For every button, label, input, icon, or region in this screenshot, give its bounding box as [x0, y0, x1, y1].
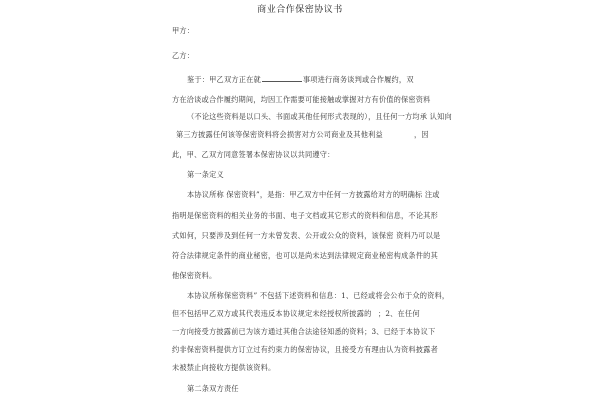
party-b-label: 乙方： [172, 51, 195, 60]
paragraph-line [187, 75, 414, 83]
paragraph-line: ，因 [414, 130, 429, 139]
blank-underline [262, 75, 302, 82]
paragraph-line: 一方向接受方披露前已为该方通过其他合法途径知悉的资料；3、已经于本协议下 [172, 327, 436, 336]
paragraph-line: 式如何，只要涉及到任何一方未曾发表、公开或公众的资料，该保密 资料乃可以是 [172, 231, 441, 240]
paragraph-line: 本协议所称 保密资料”，是指：甲乙双方中任何一方披露给对方的明确标 注或 [187, 190, 440, 199]
paragraph-line: 他保密资料。 [172, 271, 217, 280]
party-a-label: 甲方： [172, 26, 195, 35]
paragraph-line: 本协议所称保密资料” 不包括下述资料和信息：1、已经或将会公布于众的资料， [187, 291, 450, 300]
section-heading: 第二条双方责任 [187, 384, 239, 393]
paragraph-line: 约非保密资料提供方订立过有约束力的保密协议，且接受方有理由认为资料披露者 [172, 345, 438, 354]
document-title: 商业合作保密协议书 [257, 5, 343, 15]
paragraph-line: 指明是保密资料的相关业务的书面、电子文档或其它形式的资料和信息，不论其形 [172, 211, 438, 220]
line-text: 事项进行商务谈判或合作履约，双 [302, 75, 414, 84]
paragraph-line: 但不包括甲乙双方或其代表违反本协议规定未经授权所披露的 [172, 309, 372, 318]
paragraph-line: （不论这些资料是以口头、书面或其他任何形式表现的），且任何一方均承 认知向 [187, 112, 452, 121]
paragraph-line: ；2、在任何 [378, 309, 420, 318]
paragraph-line: 符合法律规定条件的商业秘密，也可以是尚未达到法律规定商业秘密构成条件的其 [172, 251, 438, 260]
paragraph-line: 方在洽谈或合作履约期间，均因工作需要可能接触或掌握对方有价值的保密资料 [172, 95, 431, 104]
section-heading: 第一条定义 [187, 170, 224, 179]
paragraph-line: 此，甲、乙双方同意签署本保密协议以共同遵守： [172, 150, 335, 159]
line-text: 鉴于：甲乙双方正在就 [187, 75, 261, 84]
paragraph-line: 第三方披露任何该等保密资料将会损害对方公司商业及其他利益 [176, 130, 383, 139]
paragraph-line: 未被禁止向接收方提供该资料。 [172, 363, 276, 372]
